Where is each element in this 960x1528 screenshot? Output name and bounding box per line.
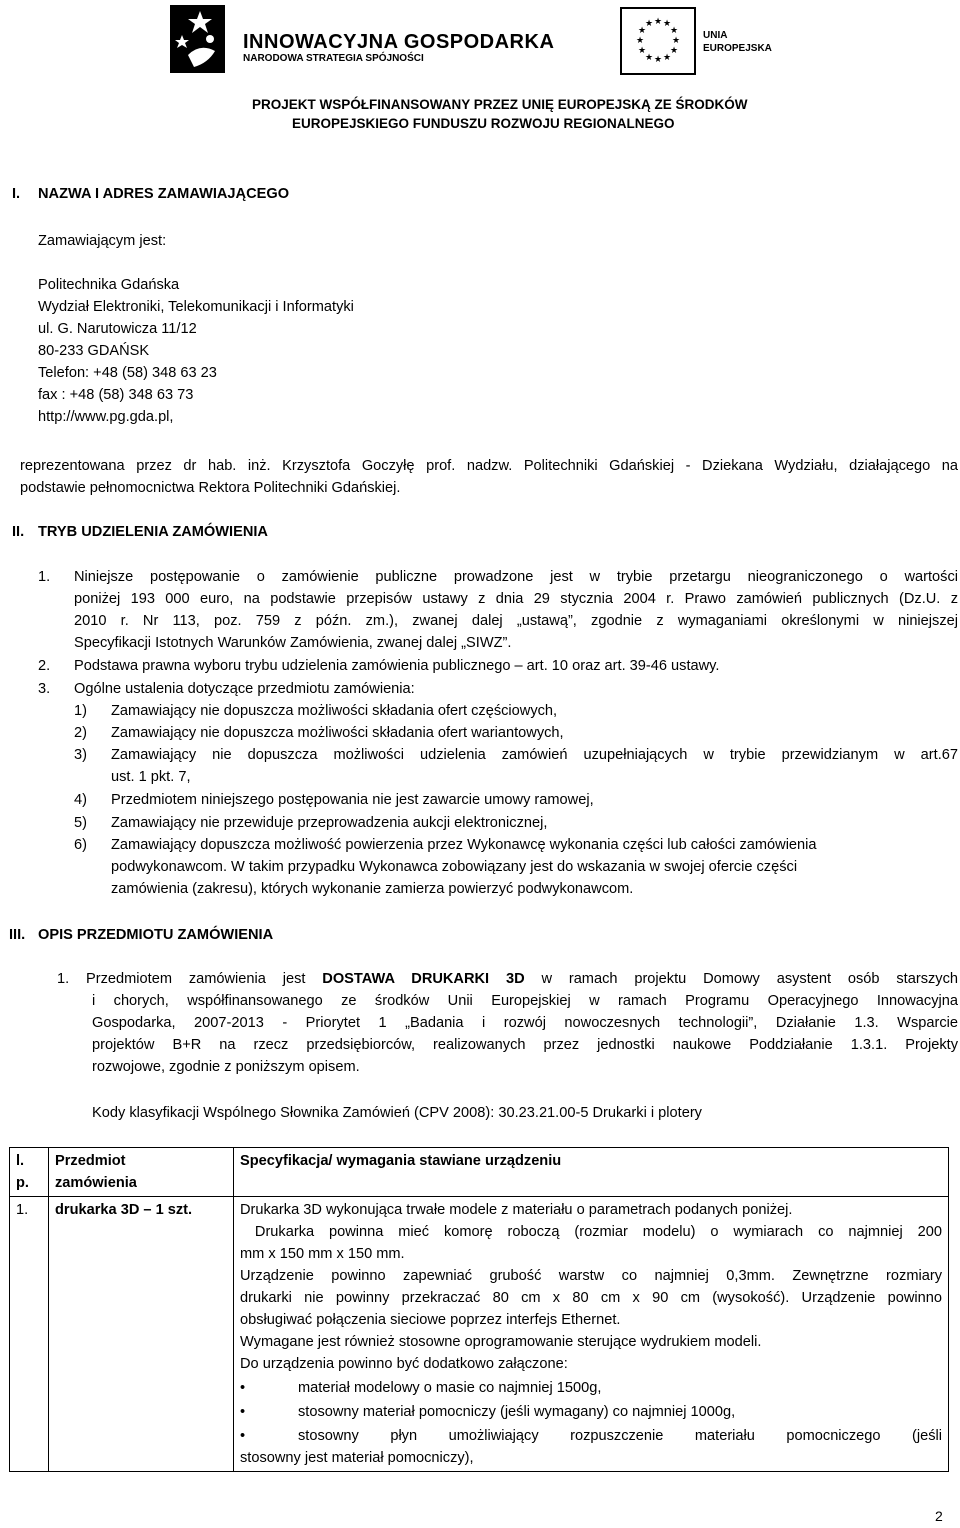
section3-number: III. — [9, 927, 26, 943]
eu-flag-icon — [620, 7, 696, 75]
list-item: Przedmiotem niniejszego postępowania nie jest zawarcie umowy ramowej, — [111, 792, 594, 808]
bullet-text: materiał modelowy o masie co najmniej 1500g, — [298, 1380, 602, 1396]
cell-item: drukarka 3D – 1 szt. — [49, 1197, 234, 1472]
paragraph-number: 2. — [38, 658, 51, 674]
section1-number: I. — [12, 186, 21, 202]
address-line: Wydział Elektroniki, Telekomunikacji i Informatyki — [38, 299, 354, 315]
svg-text:★: ★ — [644, 53, 654, 63]
subject-first-line — [57, 968, 958, 990]
section1-title: NAZWA I ADRES ZAMAWIAJĄCEGO — [38, 186, 290, 202]
header-item — [49, 1148, 234, 1197]
address-line: Politechnika Gdańska — [38, 277, 180, 293]
svg-text:★: ★ — [669, 26, 679, 36]
table-row — [10, 1197, 949, 1472]
representative-line: podstawie pełnomocnictwa Rektora Politechniki Gdańskiej. — [20, 480, 401, 496]
address-line: 80-233 GDAŃSK — [38, 343, 150, 359]
section2-title: TRYB UDZIELENIA ZAMÓWIENIA — [38, 524, 268, 540]
list-item: Zamawiający nie przewiduje przeprowadzenia aukcji elektronicznej, — [111, 815, 548, 831]
svg-text:★: ★ — [637, 26, 647, 36]
subject-line: i chorych, współfinansowanego ze środków Unii Europejskiej w ramach Programu Operacyjnego Innowacyjna — [92, 993, 958, 1009]
svg-text:★: ★ — [662, 53, 672, 63]
table-header-row — [10, 1148, 949, 1197]
list-item: Zamawiający dopuszcza możliwość powierzenia przez Wykonawcę wykonania części lub całości zamówienia — [111, 837, 817, 853]
list-item: Zamawiający nie dopuszcza możliwości udzielenia zamówień uzupełniających w trybie przewidzianym w art.67 — [111, 747, 958, 763]
bullet-text: stosowny płyn umożliwiający rozpuszczenie materiału pomocniczego (jeśli — [298, 1428, 942, 1444]
project-line1: PROJEKT WSPÓŁFINANSOWANY PRZEZ UNIĘ EUROPEJSKĄ ZE ŚRODKÓW — [252, 97, 748, 112]
header-spec: Specyfikacja/ wymagania stawiane urządzeniu — [234, 1148, 949, 1197]
cell-lp: 1. — [10, 1197, 49, 1472]
list-item-number: 5) — [74, 815, 87, 831]
spec-line: Do urządzenia powinno być dodatkowo załączone: — [240, 1356, 568, 1372]
list-item-number: 3) — [74, 747, 87, 763]
cell-spec — [234, 1197, 949, 1472]
representative-line: reprezentowana przez dr hab. inż. Krzysztofa Goczyłę prof. nadzw. Politechniki Gdańskiej - Dziekana Wydziału, działającego na — [20, 458, 958, 474]
subject-rest: w ramach projektu Domowy asystent osób starszych — [524, 971, 959, 987]
address-line: fax : +48 (58) 348 63 73 — [38, 387, 194, 403]
innowacyjna-gospodarka-logo-icon — [170, 5, 225, 73]
subject-line: rozwojowe, zgodnie z poniższym opisem. — [92, 1059, 360, 1075]
paragraph-line: 2010 r. Nr 113, poz. 759 z późn. zm.), zwanej dalej „ustawą”, zgodnie z wymaganiami określonymi w niniejszej — [74, 613, 958, 629]
subject-bold: DOSTAWA DRUKARKI 3D — [322, 971, 525, 987]
section3-title: OPIS PRZEDMIOTU ZAMÓWIENIA — [38, 927, 274, 943]
logo-subtitle: NARODOWA STRATEGIA SPÓJNOŚCI — [243, 53, 424, 64]
spec-line: Urządzenie powinno zapewniać grubość warstw co najmniej 0,3mm. Zewnętrzne rozmiary — [240, 1268, 942, 1284]
list-item-number: 4) — [74, 792, 87, 808]
svg-text:★: ★ — [635, 36, 645, 46]
address-line: ul. G. Narutowicza 11/12 — [38, 321, 197, 337]
specification-table — [9, 1147, 949, 1472]
list-item-number: 6) — [74, 837, 87, 853]
header-lp — [10, 1148, 49, 1197]
section1-intro: Zamawiającym jest: — [38, 233, 167, 249]
header-lp-line: l. — [16, 1153, 25, 1169]
list-item: podwykonawcom. W takim przypadku Wykonawca zobowiązany jest do wskazania w swojej ofercie części — [111, 859, 798, 875]
spec-line: drukarki nie powinny przekraczać 80 cm x 80 cm x 90 cm (wysokość). Urządzenie powinno — [240, 1290, 942, 1306]
spec-line: Wymagane jest również stosowne oprogramowanie sterujące wydrukiem modeli. — [240, 1334, 762, 1350]
spec-line: mm x 150 mm x 150 mm. — [240, 1246, 405, 1262]
spec-line: Drukarka powinna mieć komorę roboczą (rozmiar modelu) o wymiarach co najmniej 200 — [240, 1224, 942, 1240]
address-line: http://www.pg.gda.pl, — [38, 409, 174, 425]
svg-text:★: ★ — [653, 17, 663, 27]
paragraph-line: Niniejsze postępowanie o zamówienie publiczne prowadzone jest w trybie przetargu nieograniczonego o wartości — [74, 569, 958, 585]
logo-title: INNOWACYJNA GOSPODARKA — [243, 31, 555, 53]
svg-text:★: ★ — [653, 55, 663, 65]
svg-text:★: ★ — [644, 19, 654, 29]
list-item-number: 2) — [74, 725, 87, 741]
bullet-item — [240, 1425, 942, 1447]
subject-prefix: 1. Przedmiotem zamówienia jest — [57, 971, 323, 987]
subject-line: Gospodarka, 2007-2013 - Priorytet 1 „Badania i rozwój nowoczesnych technologii”, Działanie 1.3. Wsparcie — [92, 1015, 958, 1031]
address-block — [38, 274, 354, 428]
project-line2: EUROPEJSKIEGO FUNDUSZU ROZWOJU REGIONALNEGO — [292, 116, 675, 131]
spec-line: Drukarka 3D wykonująca trwałe modele z materiału o parametrach podanych poniżej. — [240, 1202, 793, 1218]
eu-label-line1: UNIA — [703, 30, 728, 41]
paragraph-line: Podstawa prawna wyboru trybu udzielenia zamówienia publicznego – art. 10 oraz art. 39-46 ustawy. — [74, 658, 720, 674]
page-number: 2 — [935, 1508, 943, 1524]
spec-line: obsługiwać połączenia sieciowe poprzez interfejs Ethernet. — [240, 1312, 621, 1328]
bullet-item — [240, 1401, 942, 1423]
header-item-line: zamówienia — [55, 1175, 137, 1191]
list-item: Zamawiający nie dopuszcza możliwości składania ofert częściowych, — [111, 703, 558, 719]
list-item: Zamawiający nie dopuszcza możliwości składania ofert wariantowych, — [111, 725, 564, 741]
section2-number: II. — [12, 524, 25, 540]
eu-label-line2: EUROPEJSKA — [703, 43, 772, 54]
header-lp-line: p. — [16, 1175, 29, 1191]
list-item: zamówienia (zakresu), których wykonanie zamierza powierzyć podwykonawcom. — [111, 881, 634, 897]
bullet-text: stosowny materiał pomocniczy (jeśli wymagany) co najmniej 1000g, — [298, 1404, 736, 1420]
list-item: ust. 1 pkt. 7, — [111, 769, 191, 785]
paragraph-number: 1. — [38, 569, 51, 585]
paragraph-number: 3. — [38, 681, 51, 697]
svg-text:★: ★ — [662, 19, 672, 29]
cpv-codes: Kody klasyfikacji Wspólnego Słownika Zamówień (CPV 2008): 30.23.21.00-5 Drukarki i plotery — [92, 1105, 702, 1121]
address-line: Telefon: +48 (58) 348 63 23 — [38, 365, 217, 381]
paragraph-line: Ogólne ustalenia dotyczące przedmiotu zamówienia: — [74, 681, 415, 697]
header-item-line: Przedmiot — [55, 1153, 126, 1169]
svg-text:★: ★ — [637, 46, 647, 56]
subject-line: projektów B+R na rzecz przedsiębiorców, realizowanych przez jednostki naukowe Poddziałanie 1.3.1. Projekty — [92, 1037, 958, 1053]
paragraph-line: Specyfikacji Istotnych Warunków Zamówienia, zwanej dalej „SIWZ”. — [74, 635, 512, 651]
bullet-item — [240, 1377, 942, 1399]
paragraph-line: poniżej 193 000 euro, na podstawie przepisów ustawy z dnia 29 stycznia 2004 r. Prawo zamówień publicznych (Dz.U. z — [74, 591, 958, 607]
svg-text:★: ★ — [671, 36, 681, 46]
list-item-number: 1) — [74, 703, 87, 719]
bullet-tail: stosowny jest materiał pomocniczy), — [240, 1450, 474, 1466]
svg-text:★: ★ — [669, 46, 679, 56]
